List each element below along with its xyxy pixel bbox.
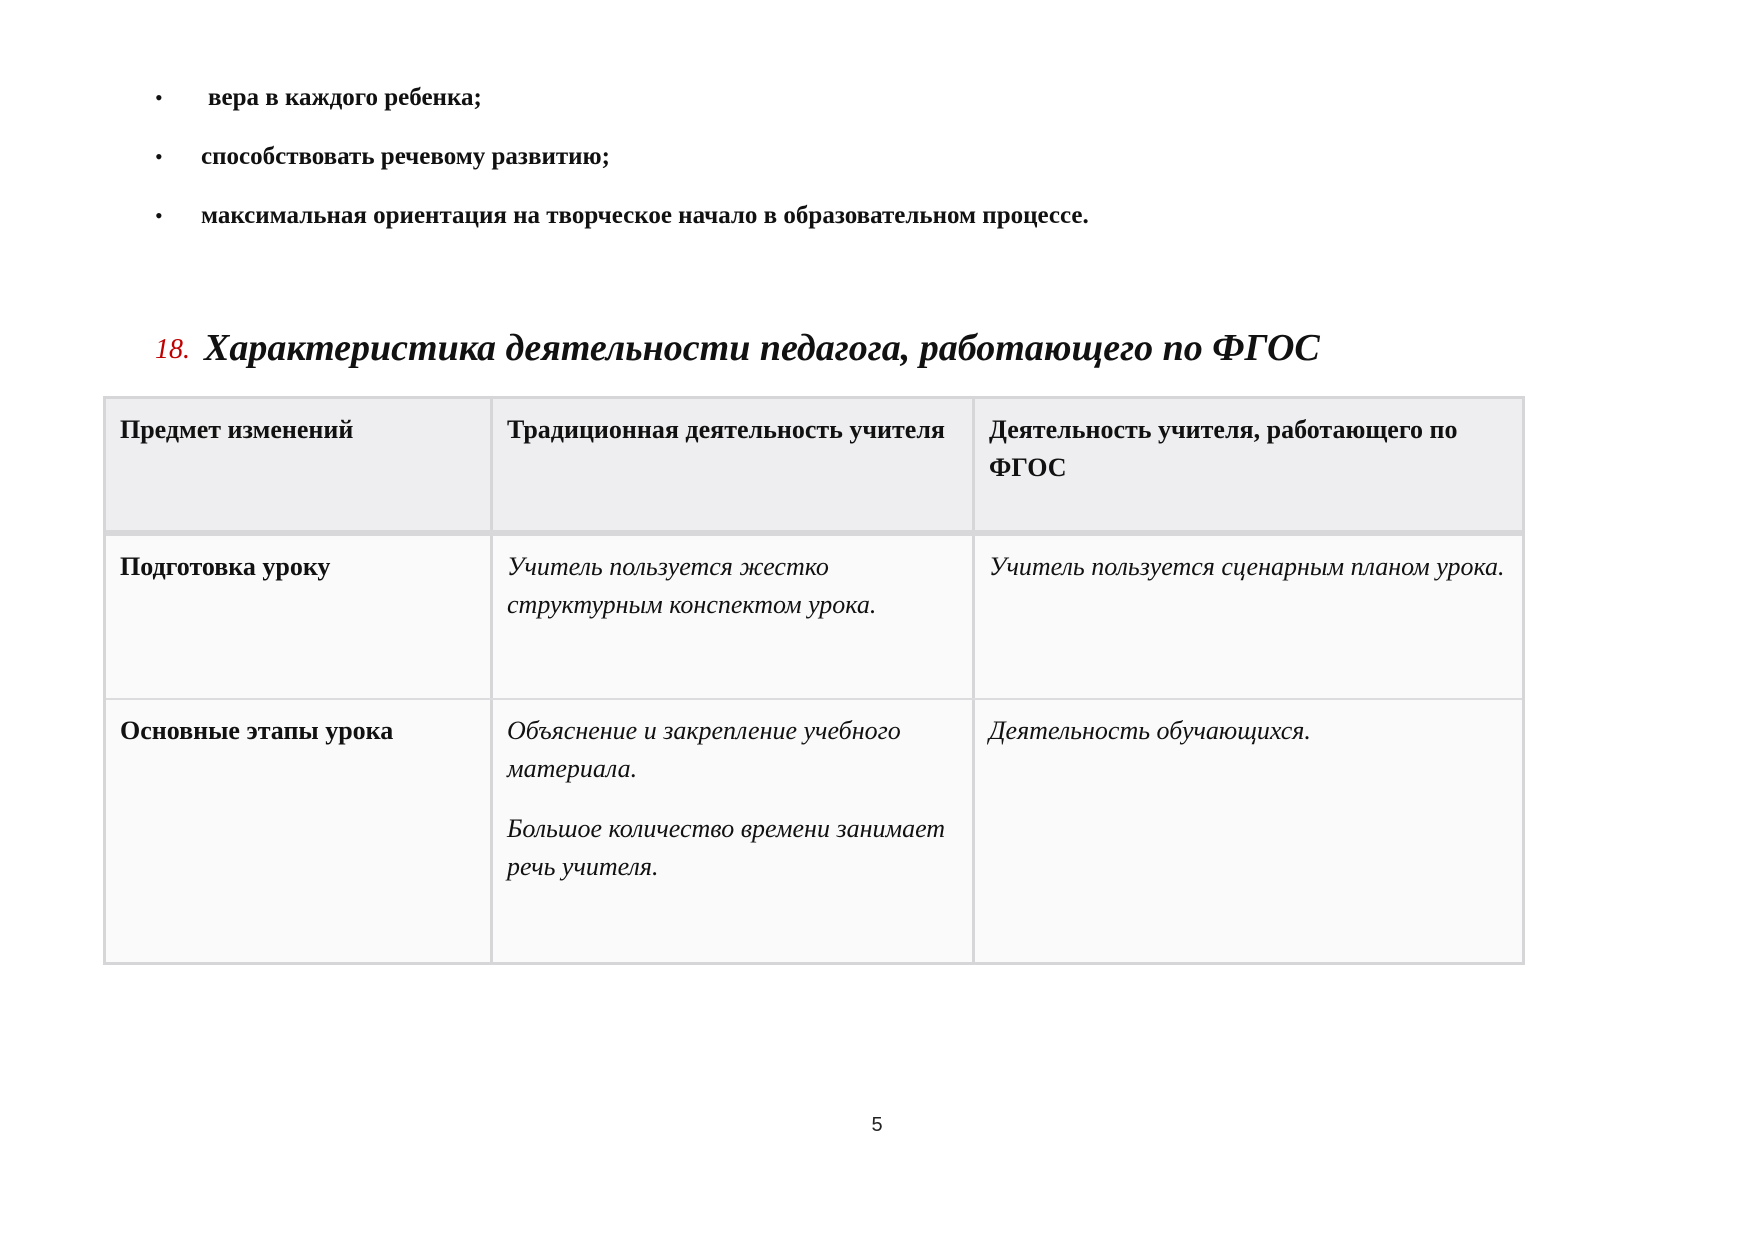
row-fgos-cell: Деятельность обучающихся. <box>989 716 1311 745</box>
bullet-text: способствовать речевому развитию; <box>201 143 610 170</box>
row-traditional-cell <box>493 536 975 698</box>
page-number: 5 <box>871 1114 883 1136</box>
bullet-icon: • <box>155 203 163 228</box>
bullet-text: максимальная ориентация на творческое начало в образовательном процессе. <box>201 202 1089 229</box>
section-heading <box>155 326 1320 370</box>
table-row <box>106 700 1522 962</box>
list-item <box>155 141 1555 200</box>
bullet-icon: • <box>155 144 163 169</box>
bullet-text: вера в каждого ребенка; <box>208 84 482 111</box>
cell-paragraph: Учитель пользуется жестко структурным конспектом урока. <box>507 552 877 619</box>
bullet-icon: • <box>155 85 163 110</box>
list-item <box>155 82 1555 141</box>
comparison-table <box>103 396 1525 965</box>
cell-paragraph: Объяснение и закрепление учебного материала. <box>507 716 901 783</box>
row-traditional-cell <box>493 700 975 962</box>
row-subject-cell: Подготовка уроку <box>106 536 493 698</box>
table-header-row <box>106 399 1522 536</box>
row-fgos-cell: Учитель пользуется сценарным планом урока. <box>989 552 1505 581</box>
list-item <box>155 200 1555 259</box>
bullet-list <box>155 82 1555 259</box>
header-cell-subject: Предмет изменений <box>106 399 493 530</box>
header-cell-fgos: Деятельность учителя, работающего по ФГОС <box>989 415 1458 482</box>
section-number: 18. <box>155 334 190 365</box>
row-subject-cell: Основные этапы урока <box>106 700 493 962</box>
header-cell-traditional: Традиционная деятельность учителя <box>493 399 975 530</box>
table-row <box>106 536 1522 700</box>
section-title: Характеристика деятельности педагога, работающего по ФГОС <box>204 327 1320 369</box>
cell-paragraph: Большое количество времени занимает речь учителя. <box>507 814 946 881</box>
